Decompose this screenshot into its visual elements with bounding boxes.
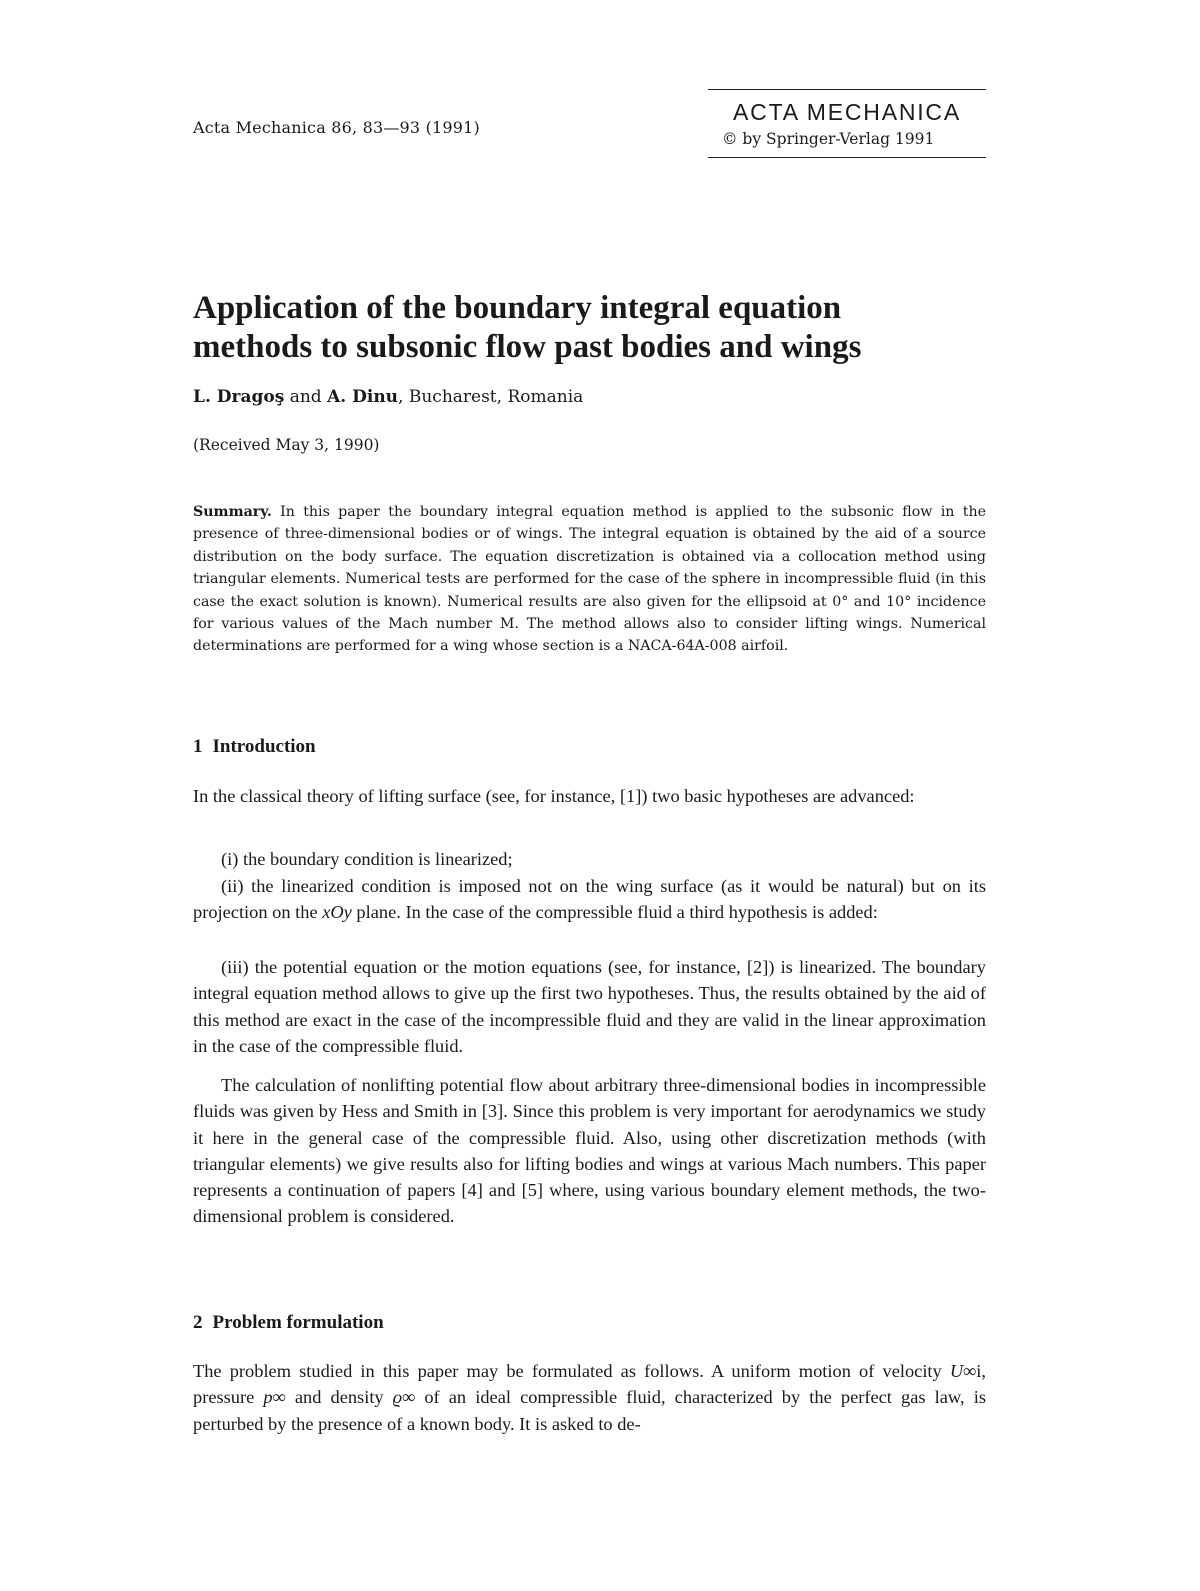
author-1: L. Dragoş [193, 387, 285, 407]
section-heading-introduction [193, 736, 316, 758]
summary [193, 501, 986, 658]
masthead-bottom-rule [708, 157, 986, 158]
author-2: A. Dinu [327, 387, 399, 407]
summary-label: Summary. [193, 504, 272, 520]
hypothesis-ii-text-b: plane. In the case of the compressible fluid a third hypothesis is added: [351, 902, 878, 923]
section-heading-problem-formulation [193, 1312, 384, 1334]
section-title: Introduction [212, 736, 316, 757]
journal-masthead [708, 89, 986, 158]
math-p-infinity: p∞ [263, 1387, 286, 1408]
problem-text-c: and density [285, 1387, 393, 1408]
authors-and: and [284, 387, 328, 407]
hypothesis-i: (i) the boundary condition is linearized; [221, 849, 513, 869]
problem-paragraph [193, 1358, 986, 1437]
summary-text: In this paper the boundary integral equation method is applied to the subsonic flow in the presence of three-dimensional bodies or of wings. The integral equation is obtained by the aid of a source distribution on the body surface. The equation discretization is obtained via a collocation method using triangular elements. Numerical tests are performed for the case of the sphere in incompressible fluid (in this case the exact solution is known). Numerical results are also given for the ellipsoid at 0° and 10° incidence for various values of the Mach number M. The method allows also to consider lifting wings. Numerical determinations are performed for a wing whose section is a NACA-64A-008 airfoil. [193, 504, 986, 655]
math-rho-infinity: ϱ∞ [392, 1387, 416, 1408]
received-date: (Received May 3, 1990) [193, 436, 380, 454]
paper-title [193, 289, 993, 367]
hypothesis-ii [193, 873, 986, 926]
section-number: 2 [193, 1312, 203, 1333]
title-line-2: methods to subsonic flow past bodies and wings [193, 329, 862, 365]
authors-location: , Bucharest, Romania [398, 387, 584, 407]
citation: Acta Mechanica 86, 83—93 (1991) [193, 118, 480, 137]
intro-paragraph-2: The calculation of nonlifting potential flow about arbitrary three-dimensional bodies in incompressible fluids was given by Hess and Smith in [3]. Since this problem is very important for aerodynamics we study it here in the general case of the compressible fluid. Also, using other discretization methods (with triangular elements) we give results also for lifting bodies and wings at various Mach numbers. This paper represents a continuation of papers [4] and [5] where, using various boundary element methods, the two-dimensional problem is considered. [193, 1075, 986, 1227]
authors [193, 387, 583, 407]
math-xoy: xOy [322, 902, 352, 923]
journal-name: ACTA MECHANICA [733, 99, 961, 125]
section-number: 1 [193, 736, 203, 757]
problem-text-d: of an ideal compressible fluid, characterized by the perfect gas law, is perturbed by the presence of a known body. It is asked to de- [193, 1387, 986, 1434]
hypothesis-iii: (iii) the potential equation or the motion equations (see, for instance, [2]) is linearized. The boundary integral equation method allows to give up the first two hypotheses. Thus, the results obtained by the aid of this method are exact in the case of the incompressible fluid and they are valid in the linear approximation in the case of the compressible fluid. [193, 957, 986, 1056]
math-u-infinity: U∞ [949, 1361, 977, 1381]
intro-paragraph: In the classical theory of lifting surface (see, for instance, [1]) two basic hypotheses are advanced: [193, 786, 915, 806]
masthead-top-rule [708, 89, 986, 90]
problem-text-a: The problem studied in this paper may be formulated as follows. A uniform motion of velocity [193, 1361, 950, 1381]
section-title: Problem formulation [212, 1312, 384, 1333]
title-line-1: Application of the boundary integral equation [193, 290, 842, 326]
problem-text-b: i, pressure [193, 1361, 986, 1408]
copyright-line: © by Springer-Verlag 1991 [722, 130, 935, 148]
hypothesis-ii-text-a: (ii) the linearized condition is imposed not on the wing surface (as it would be natural) but on its projection on the [193, 876, 986, 923]
